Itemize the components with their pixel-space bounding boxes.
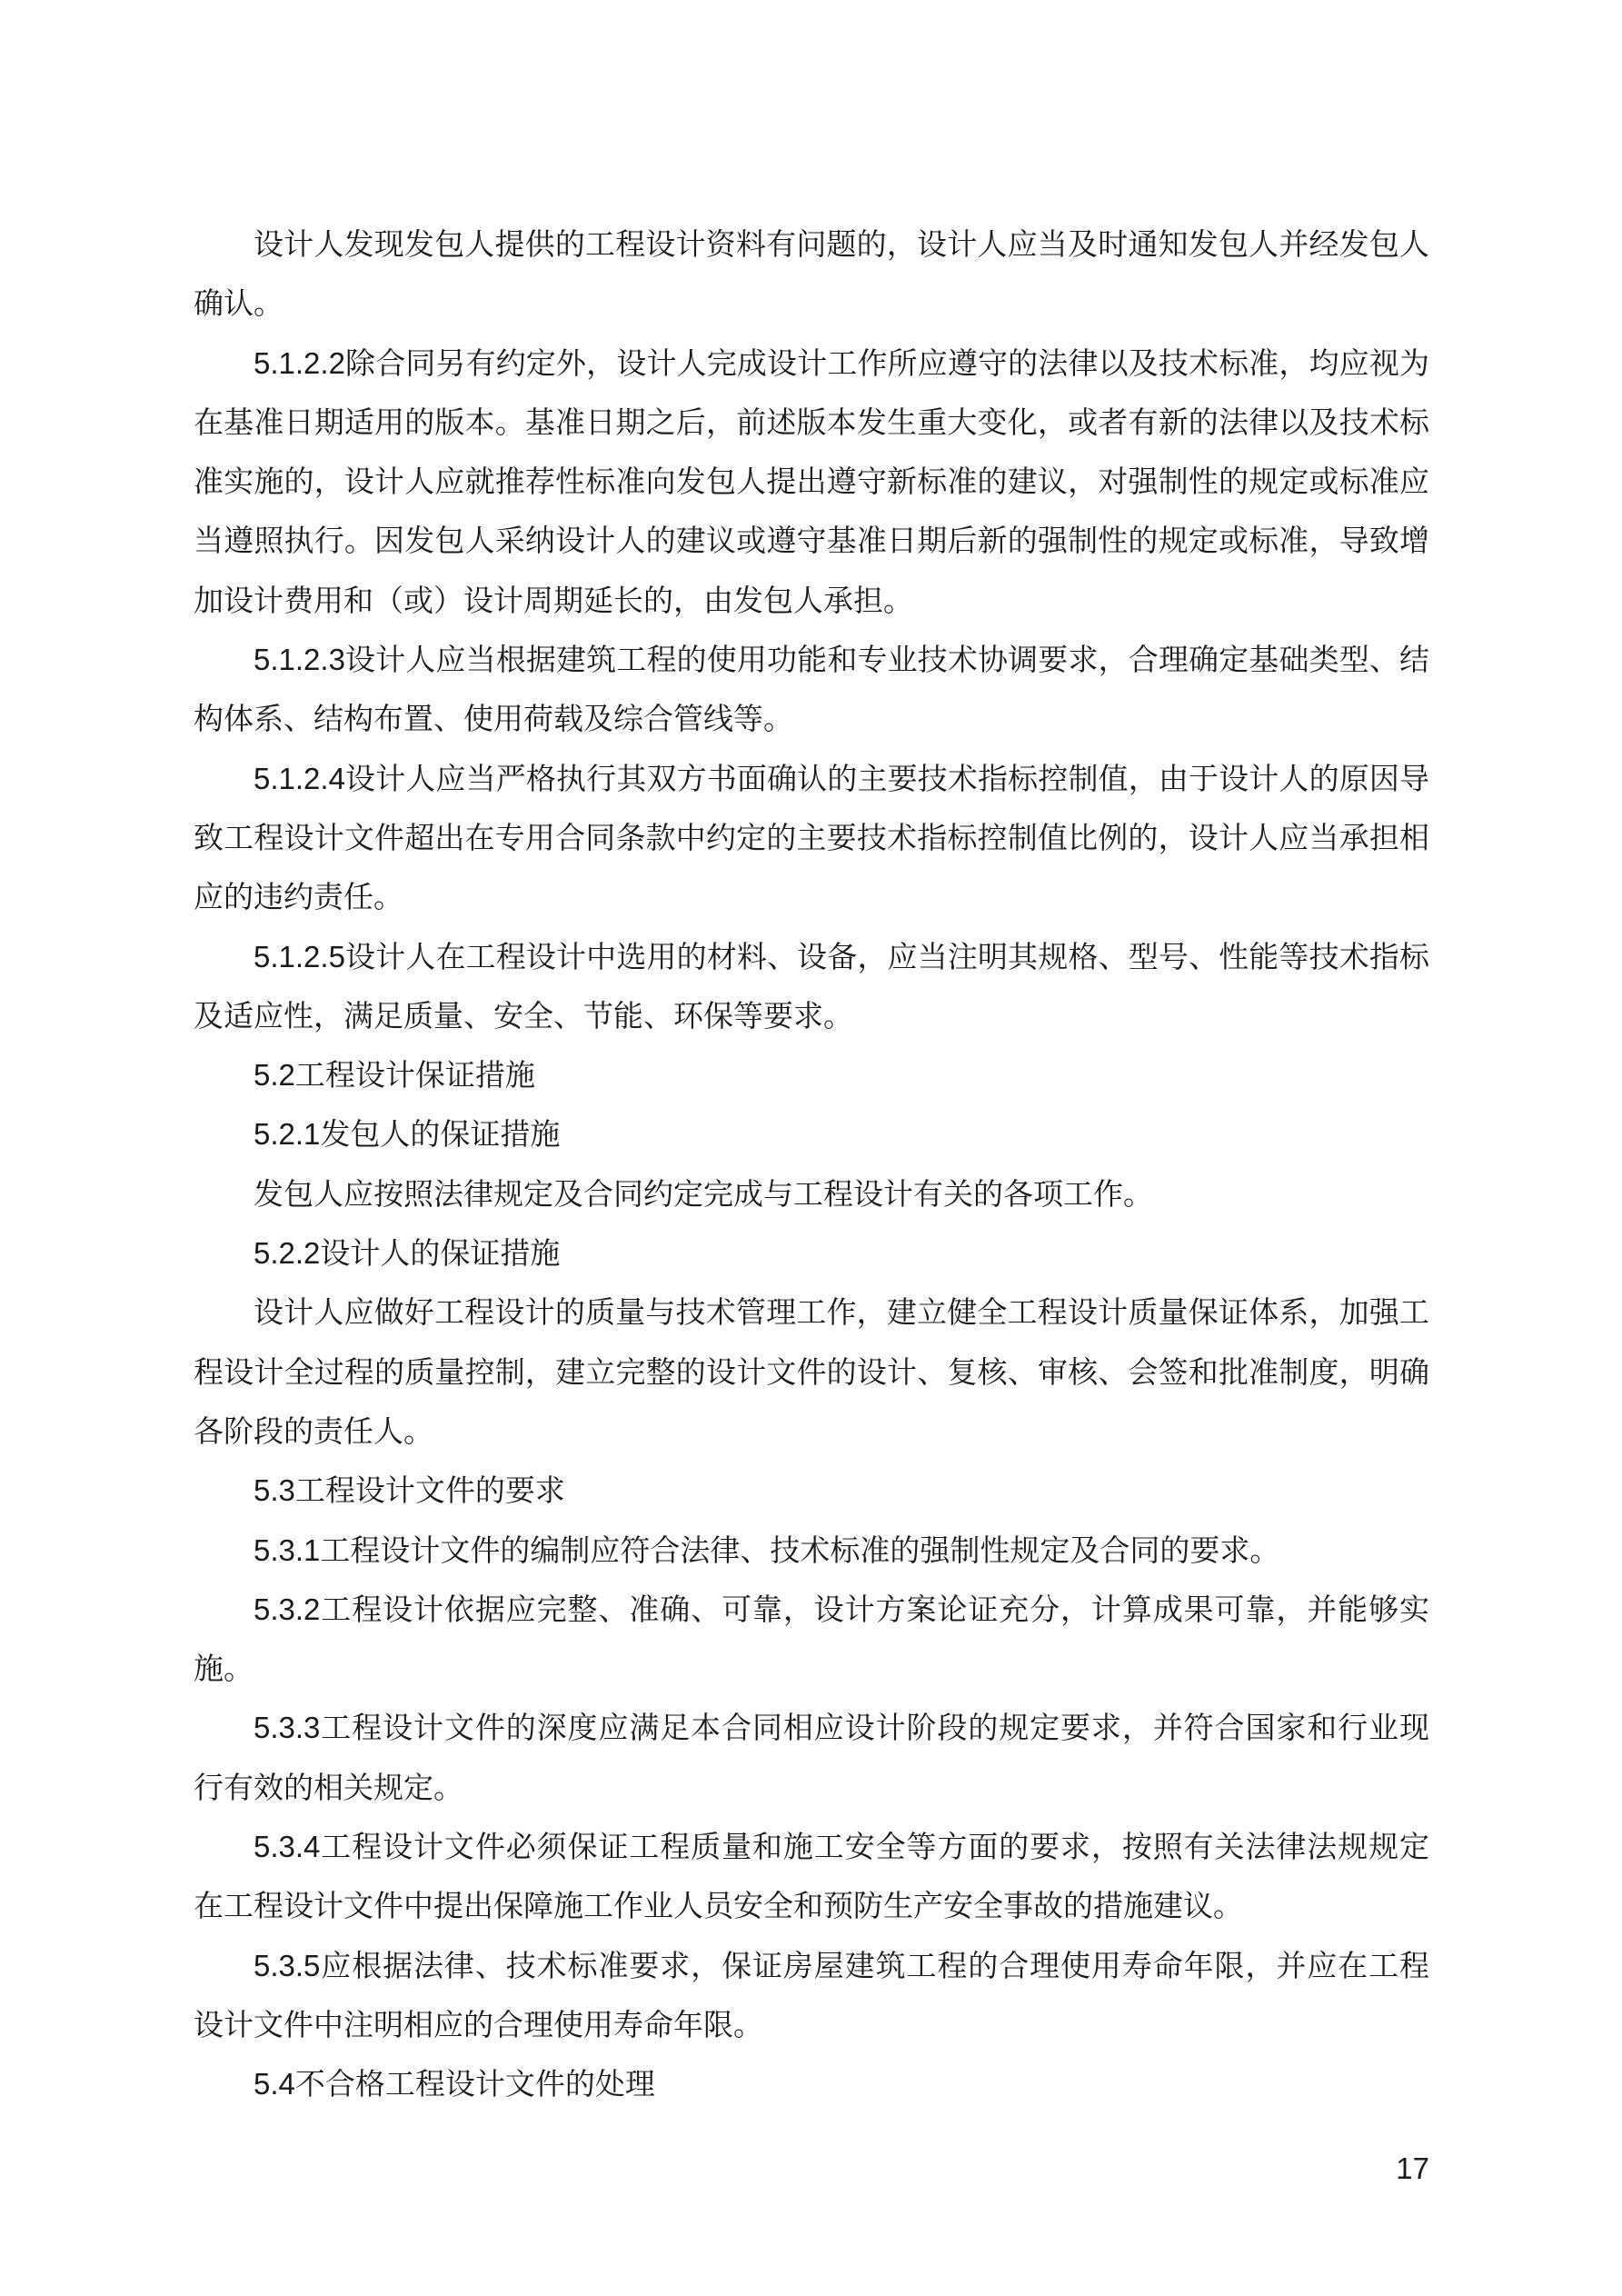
clause-5-1-2-3: 5.1.2.3设计人应当根据建筑工程的使用功能和专业技术协调要求，合理确定基础类型、结构体系、结构布置、使用荷载及综合管线等。 (194, 643, 1429, 736)
heading-5-4: 5.4不合格工程设计文件的处理 (254, 2067, 655, 2101)
heading-5-2: 5.2工程设计保证措施 (254, 1058, 535, 1093)
clause-5-3-2: 5.3.2工程设计依据应完整、准确、可靠，设计方案论证充分，计算成果可靠，并能够实施。 (194, 1592, 1429, 1686)
clause-5-3-3: 5.3.3工程设计文件的深度应满足本合同相应设计阶段的规定要求，并符合国家和行业现行有效的相关规定。 (194, 1711, 1429, 1804)
clause-5-1-2-5: 5.1.2.5设计人在工程设计中选用的材料、设备，应当注明其规格、型号、性能等技术指标及适应性，满足质量、安全、节能、环保等要求。 (194, 939, 1429, 1033)
paragraph-employer-obligation: 发包人应按照法律规定及合同约定完成与工程设计有关的各项工作。 (254, 1176, 1153, 1211)
document-body (194, 215, 1429, 2114)
clause-5-3-5: 5.3.5应根据法律、技术标准要求，保证房屋建筑工程的合理使用寿命年限，并应在工程设计文件中注明相应的合理使用寿命年限。 (194, 1948, 1429, 2041)
clause-5-3-4: 5.3.4工程设计文件必须保证工程质量和施工安全等方面的要求，按照有关法律法规规定在工程设计文件中提出保障施工作业人员安全和预防生产安全事故的措施建议。 (194, 1830, 1429, 1923)
heading-5-3: 5.3工程设计文件的要求 (254, 1473, 565, 1508)
paragraph-designer-quality-system: 设计人应做好工程设计的质量与技术管理工作，建立健全工程设计质量保证体系，加强工程设计全过程的质量控制，建立完整的设计文件的设计、复核、审核、会签和批准制度，明确各阶段的责任人。 (194, 1295, 1429, 1448)
clause-5-1-2-2: 5.1.2.2除合同另有约定外，设计人完成设计工作所应遵守的法律以及技术标准，均应视为在基准日期适用的版本。基准日期之后，前述版本发生重大变化，或者有新的法律以及技术标准实施的，设计人应就推荐性标准向发包人提出遵守新标准的建议，对强制性的规定或标准应当遵照执行。因发包人采纳设计人的建议或遵守基准日期后新的强制性的规定或标准，导致增加设计费用和（或）设计周期延长的，由发包人承担。 (194, 345, 1429, 617)
page-number: 17 (1396, 2151, 1429, 2185)
heading-5-2-1: 5.2.1发包人的保证措施 (254, 1117, 561, 1152)
clause-5-1-2-4: 5.1.2.4设计人应当严格执行其双方书面确认的主要技术指标控制值，由于设计人的原因导致工程设计文件超出在专用合同条款中约定的主要技术指标控制值比例的，设计人应当承担相应的违约责任。 (194, 761, 1429, 914)
paragraph-design-data-issue: 设计人发现发包人提供的工程设计资料有问题的，设计人应当及时通知发包人并经发包人确认。 (194, 227, 1429, 321)
heading-5-2-2: 5.2.2设计人的保证措施 (254, 1236, 561, 1271)
clause-5-3-1: 5.3.1工程设计文件的编制应符合法律、技术标准的强制性规定及合同的要求。 (254, 1532, 1280, 1567)
